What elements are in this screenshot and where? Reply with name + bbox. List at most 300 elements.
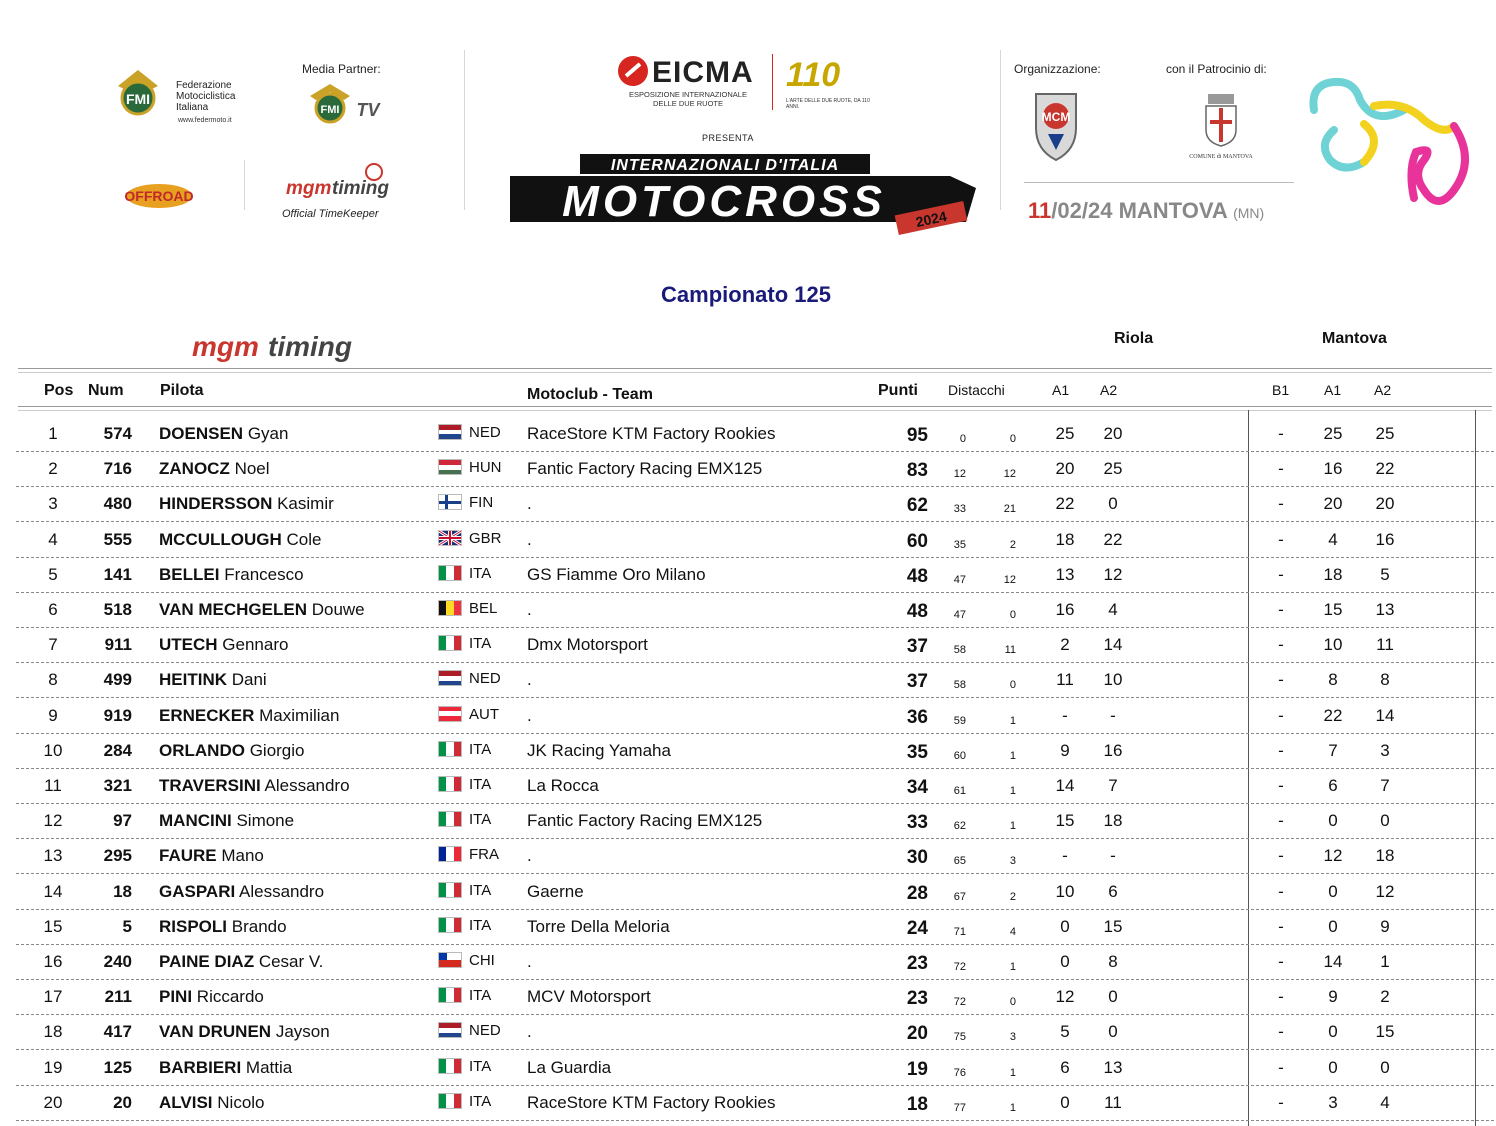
row-mantova-a2: 20 bbox=[1375, 494, 1395, 514]
row-team: Gaerne bbox=[527, 881, 584, 901]
pilot-last-name: ORLANDO bbox=[159, 740, 245, 760]
table-row bbox=[16, 1050, 1494, 1086]
ita-flag-icon bbox=[438, 565, 462, 581]
mgm-timing-logo bbox=[192, 328, 382, 364]
column-header-punti: Punti bbox=[878, 382, 918, 399]
row-team: . bbox=[527, 846, 532, 866]
table-row bbox=[16, 909, 1494, 945]
row-gap-leader: 65 bbox=[953, 855, 966, 868]
row-nationality: FIN bbox=[469, 494, 494, 512]
row-mantova-a1: 12 bbox=[1323, 846, 1343, 866]
row-bike-number: 20 bbox=[113, 1092, 132, 1112]
row-riola-a1: 12 bbox=[1055, 987, 1075, 1007]
comune-label: COMUNE di MANTOVA bbox=[1189, 154, 1253, 160]
row-bike-number: 518 bbox=[103, 600, 132, 619]
table-row bbox=[16, 451, 1494, 487]
row-bike-number: 141 bbox=[103, 564, 132, 584]
table-row bbox=[16, 768, 1494, 804]
pilot-last-name: ZANOCZ bbox=[159, 459, 230, 479]
pilot-last-name: HINDERSSON bbox=[159, 494, 273, 514]
row-riola-a2: 13 bbox=[1103, 1057, 1123, 1077]
pilot-last-name: HEITINK bbox=[159, 670, 227, 690]
pilot-last-name: DOENSEN bbox=[159, 424, 244, 443]
pilot-first-name: Gyan bbox=[247, 424, 289, 443]
row-team: RaceStore KTM Factory Rookies bbox=[527, 424, 776, 443]
row-riola-a2: 0 bbox=[1108, 1022, 1118, 1042]
row-gap-previous: 1 bbox=[1009, 714, 1016, 727]
row-mantova-b1: - bbox=[1278, 1057, 1284, 1077]
row-bike-number: 284 bbox=[103, 740, 132, 760]
pilot-first-name: Alessandro bbox=[264, 776, 350, 795]
column-header-mantova-a1: A1 bbox=[1324, 382, 1342, 398]
column-header-mantova-b1: B1 bbox=[1272, 382, 1290, 398]
ned-flag-icon bbox=[438, 424, 462, 440]
ita-flag-icon bbox=[438, 811, 462, 827]
row-pilot bbox=[159, 846, 264, 866]
row-mantova-b1: - bbox=[1278, 1022, 1284, 1042]
pilot-first-name: Mattia bbox=[245, 1057, 293, 1077]
row-bike-number: 716 bbox=[103, 459, 132, 479]
divider bbox=[1024, 182, 1294, 183]
table-row bbox=[16, 979, 1494, 1015]
row-gap-leader: 33 bbox=[953, 503, 966, 516]
pilot-first-name: Noel bbox=[234, 459, 270, 479]
fmi-name-line: Motociclistica bbox=[176, 91, 236, 102]
row-riola-a1: 0 bbox=[1060, 1092, 1070, 1112]
pilot-first-name: Gennaro bbox=[222, 635, 289, 655]
row-riola-a2: 0 bbox=[1108, 987, 1118, 1007]
row-team: . bbox=[527, 1022, 532, 1042]
pilot-last-name: VAN DRUNEN bbox=[159, 1022, 272, 1042]
row-nationality: ITA bbox=[469, 776, 492, 793]
fra-flag-icon bbox=[438, 846, 462, 862]
row-mantova-a1: 6 bbox=[1328, 776, 1338, 795]
row-mantova-b1: - bbox=[1278, 459, 1284, 479]
row-mantova-a1: 0 bbox=[1328, 811, 1338, 831]
row-mantova-a1: 9 bbox=[1328, 987, 1338, 1007]
row-position: 13 bbox=[43, 846, 63, 866]
row-riola-a2: 15 bbox=[1103, 916, 1123, 936]
table-row bbox=[16, 416, 1494, 452]
svg-text:timing: timing bbox=[332, 178, 389, 199]
divider bbox=[18, 372, 1492, 373]
championship-title: Campionato 125 bbox=[661, 282, 831, 307]
pilot-first-name: Alessandro bbox=[239, 881, 325, 901]
row-gap-leader: 62 bbox=[953, 820, 966, 833]
row-gap-leader: 58 bbox=[953, 644, 966, 657]
row-mantova-b1: - bbox=[1278, 564, 1284, 584]
row-riola-a1: 15 bbox=[1055, 811, 1075, 831]
row-mantova-a1: 0 bbox=[1328, 1022, 1338, 1042]
row-team: Fantic Factory Racing EMX125 bbox=[527, 459, 763, 479]
row-riola-a2: 4 bbox=[1108, 600, 1118, 619]
ita-flag-icon bbox=[438, 741, 462, 757]
row-pilot bbox=[159, 670, 267, 690]
presenta: PRESENTA bbox=[702, 133, 754, 143]
row-team: GS Fiamme Oro Milano bbox=[527, 564, 706, 584]
fmi-name-line: Federazione bbox=[176, 80, 232, 91]
row-gap-leader: 12 bbox=[953, 468, 966, 481]
bel-flag-icon bbox=[438, 600, 462, 616]
row-pilot bbox=[159, 1058, 292, 1078]
row-team: . bbox=[527, 705, 532, 725]
column-header-mantova-a2: A2 bbox=[1374, 382, 1392, 398]
row-position: 19 bbox=[43, 1057, 63, 1077]
row-gap-previous: 0 bbox=[1009, 609, 1016, 621]
ita-flag-icon bbox=[438, 987, 462, 1003]
pilot-last-name: FAURE bbox=[159, 846, 217, 866]
row-pilot bbox=[159, 635, 288, 655]
row-bike-number: 574 bbox=[103, 424, 132, 443]
ita-flag-icon bbox=[438, 776, 462, 792]
row-nationality: ITA bbox=[469, 811, 492, 829]
row-mantova-b1: - bbox=[1278, 952, 1284, 971]
row-mantova-b1: - bbox=[1278, 635, 1284, 655]
pilot-first-name: Kasimir bbox=[277, 494, 334, 514]
column-header-team: Motoclub - Team bbox=[527, 386, 653, 403]
row-riola-a2: 0 bbox=[1108, 494, 1118, 514]
row-mantova-b1: - bbox=[1278, 1092, 1284, 1112]
row-points: 37 bbox=[906, 636, 928, 658]
row-gap-previous: 1 bbox=[1009, 1101, 1016, 1114]
row-riola-a1: - bbox=[1062, 705, 1068, 725]
row-nationality: ITA bbox=[469, 1057, 492, 1075]
row-pilot bbox=[159, 741, 305, 761]
row-pilot bbox=[159, 811, 294, 831]
row-mantova-a2: 25 bbox=[1375, 424, 1395, 443]
table-row bbox=[16, 662, 1494, 698]
row-mantova-a1: 4 bbox=[1328, 529, 1338, 549]
row-mantova-a1: 10 bbox=[1323, 635, 1343, 655]
row-gap-leader: 72 bbox=[953, 961, 966, 973]
pilot-last-name: RISPOLI bbox=[159, 916, 228, 936]
pilot-last-name: PAINE DIAZ bbox=[159, 952, 255, 971]
row-nationality: BEL bbox=[469, 600, 498, 617]
row-pilot bbox=[159, 600, 365, 620]
column-header-riola-a2: A2 bbox=[1100, 382, 1118, 398]
row-points: 95 bbox=[906, 425, 928, 446]
row-team: Torre Della Meloria bbox=[527, 916, 670, 936]
row-pilot bbox=[159, 917, 287, 937]
svg-text:MCM: MCM bbox=[1041, 110, 1071, 124]
ita-flag-icon bbox=[438, 917, 462, 933]
chi-flag-icon bbox=[438, 952, 462, 968]
divider bbox=[464, 50, 465, 210]
row-riola-a1: 18 bbox=[1055, 529, 1075, 549]
pilot-first-name: Simone bbox=[236, 811, 295, 831]
row-riola-a1: 14 bbox=[1055, 776, 1075, 795]
row-position: 17 bbox=[43, 987, 63, 1007]
row-riola-a1: 10 bbox=[1055, 881, 1075, 901]
row-position: 1 bbox=[48, 424, 58, 443]
row-gap-previous: 11 bbox=[1004, 644, 1016, 657]
divider bbox=[18, 368, 1492, 369]
row-pilot bbox=[159, 706, 339, 726]
table-row bbox=[16, 1014, 1494, 1050]
row-mantova-a2: 15 bbox=[1375, 1022, 1395, 1042]
mcm-tazio-nuvolari-logo bbox=[1026, 84, 1086, 164]
row-team: La Rocca bbox=[527, 776, 599, 795]
row-riola-a2: 18 bbox=[1103, 811, 1123, 831]
row-mantova-a1: 18 bbox=[1323, 564, 1343, 584]
row-mantova-a2: 13 bbox=[1375, 600, 1395, 619]
event-date-location bbox=[1028, 198, 1264, 224]
eicma-110: 110 bbox=[786, 56, 841, 94]
row-bike-number: 125 bbox=[103, 1057, 132, 1077]
row-riola-a2: 10 bbox=[1103, 670, 1123, 690]
row-bike-number: 321 bbox=[103, 776, 132, 795]
pilot-last-name: BELLEI bbox=[159, 564, 220, 584]
row-bike-number: 911 bbox=[104, 635, 132, 655]
row-mantova-a2: 2 bbox=[1380, 987, 1390, 1007]
table-row bbox=[16, 557, 1494, 593]
row-riola-a2: 12 bbox=[1103, 564, 1123, 584]
table-row bbox=[16, 944, 1494, 980]
row-pilot bbox=[159, 530, 321, 550]
table-row bbox=[16, 733, 1494, 769]
row-position: 12 bbox=[43, 811, 63, 831]
divider bbox=[18, 410, 1492, 411]
pilot-first-name: Dani bbox=[231, 670, 267, 690]
row-riola-a1: 2 bbox=[1060, 635, 1070, 655]
eicma-logo bbox=[616, 54, 876, 114]
row-gap-previous: 1 bbox=[1009, 749, 1016, 762]
header-banner bbox=[96, 40, 1496, 240]
row-mantova-b1: - bbox=[1278, 705, 1284, 725]
row-gap-leader: 35 bbox=[953, 538, 966, 551]
row-mantova-b1: - bbox=[1278, 670, 1284, 690]
pilot-first-name: Giorgio bbox=[249, 740, 305, 760]
mgm-timing-logo bbox=[284, 158, 394, 204]
row-nationality: HUN bbox=[469, 459, 502, 477]
row-points: 48 bbox=[906, 565, 928, 587]
svg-text:FMI: FMI bbox=[125, 91, 151, 107]
row-riola-a2: 7 bbox=[1108, 776, 1118, 795]
row-riola-a2: 6 bbox=[1108, 881, 1118, 901]
row-position: 3 bbox=[48, 494, 58, 514]
row-gap-previous: 1 bbox=[1009, 785, 1016, 797]
row-pilot bbox=[159, 952, 323, 972]
row-position: 11 bbox=[44, 776, 62, 795]
row-gap-leader: 67 bbox=[953, 890, 966, 903]
media-partner-label: Media Partner: bbox=[302, 62, 381, 76]
row-bike-number: 417 bbox=[103, 1022, 132, 1042]
table-row bbox=[16, 1085, 1494, 1121]
divider bbox=[18, 406, 1492, 407]
row-mantova-a2: 0 bbox=[1380, 1057, 1390, 1077]
row-mantova-b1: - bbox=[1278, 881, 1284, 901]
row-mantova-a2: 11 bbox=[1376, 635, 1394, 655]
row-points: 36 bbox=[906, 706, 928, 728]
fmi-name-line: Italiana bbox=[176, 102, 209, 113]
fmi-url: www.federmoto.it bbox=[178, 117, 232, 124]
row-position: 4 bbox=[48, 529, 58, 549]
svg-text:MOTOCROSS: MOTOCROSS bbox=[562, 177, 886, 226]
row-mantova-a1: 0 bbox=[1328, 881, 1338, 901]
pilot-last-name: TRAVERSINI bbox=[159, 776, 261, 795]
row-mantova-a1: 7 bbox=[1328, 740, 1338, 760]
pilot-last-name: VAN MECHGELEN bbox=[159, 600, 307, 619]
comune-mantova-crest bbox=[1189, 90, 1253, 166]
row-team: . bbox=[527, 670, 532, 690]
table-row bbox=[16, 838, 1494, 874]
row-mantova-a1: 22 bbox=[1323, 705, 1343, 725]
row-points: 24 bbox=[906, 917, 928, 939]
pilot-first-name: Francesco bbox=[224, 564, 304, 584]
fin-flag-icon bbox=[438, 494, 462, 510]
row-riola-a1: 11 bbox=[1056, 670, 1074, 690]
row-position: 7 bbox=[48, 635, 58, 655]
event-day: 11 bbox=[1028, 198, 1052, 223]
row-nationality: ITA bbox=[469, 1092, 492, 1110]
row-gap-previous: 1 bbox=[1009, 1066, 1016, 1079]
svg-text:mgm: mgm bbox=[286, 178, 332, 199]
organizzazione-label: Organizzazione: bbox=[1014, 62, 1101, 76]
row-points: 62 bbox=[906, 495, 928, 517]
row-points: 28 bbox=[906, 882, 928, 904]
eicma-mark-icon bbox=[616, 54, 650, 88]
group-header-mantova: Mantova bbox=[1322, 330, 1387, 347]
svg-text:timing: timing bbox=[268, 331, 352, 362]
table-row bbox=[16, 522, 1494, 558]
row-pilot bbox=[159, 1022, 330, 1042]
row-points: 30 bbox=[906, 847, 928, 869]
table-row bbox=[16, 592, 1494, 628]
row-riola-a2: 22 bbox=[1103, 529, 1123, 549]
pilot-first-name: Riccardo bbox=[196, 987, 264, 1007]
row-team: MCV Motorsport bbox=[527, 987, 651, 1007]
row-mantova-a1: 0 bbox=[1328, 1057, 1338, 1077]
aut-flag-icon bbox=[438, 706, 462, 722]
track-map bbox=[1304, 70, 1480, 220]
row-position: 18 bbox=[43, 1022, 63, 1042]
row-bike-number: 919 bbox=[103, 705, 132, 725]
pilot-last-name: ERNECKER bbox=[159, 705, 255, 725]
row-team: Fantic Factory Racing EMX125 bbox=[527, 811, 763, 831]
row-nationality: ITA bbox=[469, 987, 492, 1005]
row-gap-previous: 2 bbox=[1009, 890, 1016, 903]
row-pilot bbox=[159, 494, 334, 514]
row-gap-leader: 47 bbox=[953, 573, 966, 586]
eicma-word: EICMA bbox=[652, 56, 754, 89]
row-gap-leader: 58 bbox=[953, 679, 966, 692]
official-timekeeper: Official TimeKeeper bbox=[282, 208, 379, 220]
pilot-first-name: Douwe bbox=[311, 600, 365, 619]
table-row bbox=[16, 698, 1494, 734]
column-header-pos: Pos bbox=[44, 382, 74, 399]
row-nationality: NED bbox=[469, 670, 501, 688]
row-riola-a2: 8 bbox=[1108, 952, 1118, 971]
row-position: 5 bbox=[48, 564, 58, 584]
pilot-last-name: ALVISI bbox=[159, 1092, 213, 1112]
row-position: 6 bbox=[48, 600, 58, 619]
pilot-last-name: PINI bbox=[159, 987, 193, 1007]
row-mantova-a2: 9 bbox=[1380, 916, 1390, 936]
pilot-first-name: Mano bbox=[221, 846, 264, 866]
row-nationality: CHI bbox=[469, 952, 495, 969]
row-gap-previous: 12 bbox=[1003, 468, 1016, 481]
ita-flag-icon bbox=[438, 1093, 462, 1109]
pilot-first-name: Cole bbox=[286, 529, 322, 549]
row-position: 20 bbox=[43, 1092, 63, 1112]
ita-flag-icon bbox=[438, 882, 462, 898]
row-nationality: ITA bbox=[469, 916, 492, 934]
column-header-num: Num bbox=[88, 382, 124, 399]
row-mantova-a2: 1 bbox=[1380, 952, 1390, 971]
column-header-distacchi: Distacchi bbox=[948, 382, 1005, 398]
row-points: 60 bbox=[906, 530, 928, 552]
row-bike-number: 18 bbox=[113, 881, 132, 901]
eicma-subtitle: ESPOSIZIONE INTERNAZIONALE DELLE DUE RUOTE bbox=[629, 90, 747, 108]
row-gap-previous: 0 bbox=[1009, 433, 1016, 445]
row-gap-previous: 3 bbox=[1009, 1031, 1016, 1044]
row-nationality: NED bbox=[469, 424, 501, 441]
row-position: 16 bbox=[43, 952, 63, 971]
row-position: 8 bbox=[48, 670, 58, 690]
row-team: Dmx Motorsport bbox=[527, 635, 648, 655]
eicma-110-subtitle: L'ARTE DELLE DUE RUOTE, DA 110 ANNI. bbox=[786, 98, 870, 110]
patrocinio-label: con il Patrocinio di: bbox=[1166, 62, 1267, 76]
row-mantova-b1: - bbox=[1278, 987, 1284, 1007]
row-mantova-a2: 8 bbox=[1380, 670, 1390, 690]
ned-flag-icon bbox=[438, 1022, 462, 1038]
row-pilot bbox=[159, 1093, 265, 1113]
row-gap-leader: 60 bbox=[953, 749, 966, 762]
row-bike-number: 480 bbox=[103, 494, 132, 514]
row-points: 23 bbox=[906, 953, 928, 974]
svg-text:OFFROAD: OFFROAD bbox=[124, 188, 194, 204]
row-riola-a1: 0 bbox=[1060, 916, 1070, 936]
row-mantova-b1: - bbox=[1278, 776, 1284, 795]
row-points: 18 bbox=[906, 1093, 928, 1115]
svg-text:mgm: mgm bbox=[192, 331, 259, 362]
row-pilot bbox=[159, 776, 350, 796]
row-mantova-a1: 15 bbox=[1323, 600, 1343, 619]
offroad-logo bbox=[124, 180, 194, 216]
row-nationality: GBR bbox=[469, 529, 502, 547]
column-header-pilota: Pilota bbox=[160, 382, 204, 399]
svg-text:INTERNAZIONALI D'ITALIA: INTERNAZIONALI D'ITALIA bbox=[610, 157, 840, 174]
pilot-last-name: MANCINI bbox=[159, 811, 232, 831]
row-gap-leader: 47 bbox=[953, 609, 966, 621]
row-mantova-a2: 7 bbox=[1380, 776, 1390, 795]
row-pilot bbox=[159, 424, 288, 444]
row-riola-a2: - bbox=[1110, 705, 1116, 725]
row-riola-a1: 6 bbox=[1060, 1057, 1070, 1077]
table-row bbox=[16, 486, 1494, 522]
row-nationality: AUT bbox=[469, 705, 499, 723]
row-gap-leader: 0 bbox=[959, 433, 966, 445]
divider bbox=[772, 54, 773, 110]
fmi-logo bbox=[110, 64, 166, 120]
gbr-flag-icon bbox=[438, 530, 462, 546]
svg-text:TV: TV bbox=[356, 100, 380, 120]
row-pilot bbox=[159, 565, 304, 585]
row-nationality: ITA bbox=[469, 564, 492, 582]
row-team: . bbox=[527, 600, 532, 619]
ita-flag-icon bbox=[438, 1058, 462, 1074]
row-points: 34 bbox=[906, 777, 928, 798]
row-points: 20 bbox=[906, 1023, 928, 1045]
divider bbox=[244, 160, 245, 210]
row-mantova-b1: - bbox=[1278, 529, 1284, 549]
row-gap-leader: 76 bbox=[953, 1066, 966, 1079]
row-mantova-a2: 16 bbox=[1375, 529, 1395, 549]
row-mantova-a1: 20 bbox=[1323, 494, 1343, 514]
row-mantova-a2: 14 bbox=[1375, 705, 1395, 725]
column-header-riola-a1: A1 bbox=[1052, 382, 1070, 398]
row-points: 83 bbox=[906, 460, 928, 482]
